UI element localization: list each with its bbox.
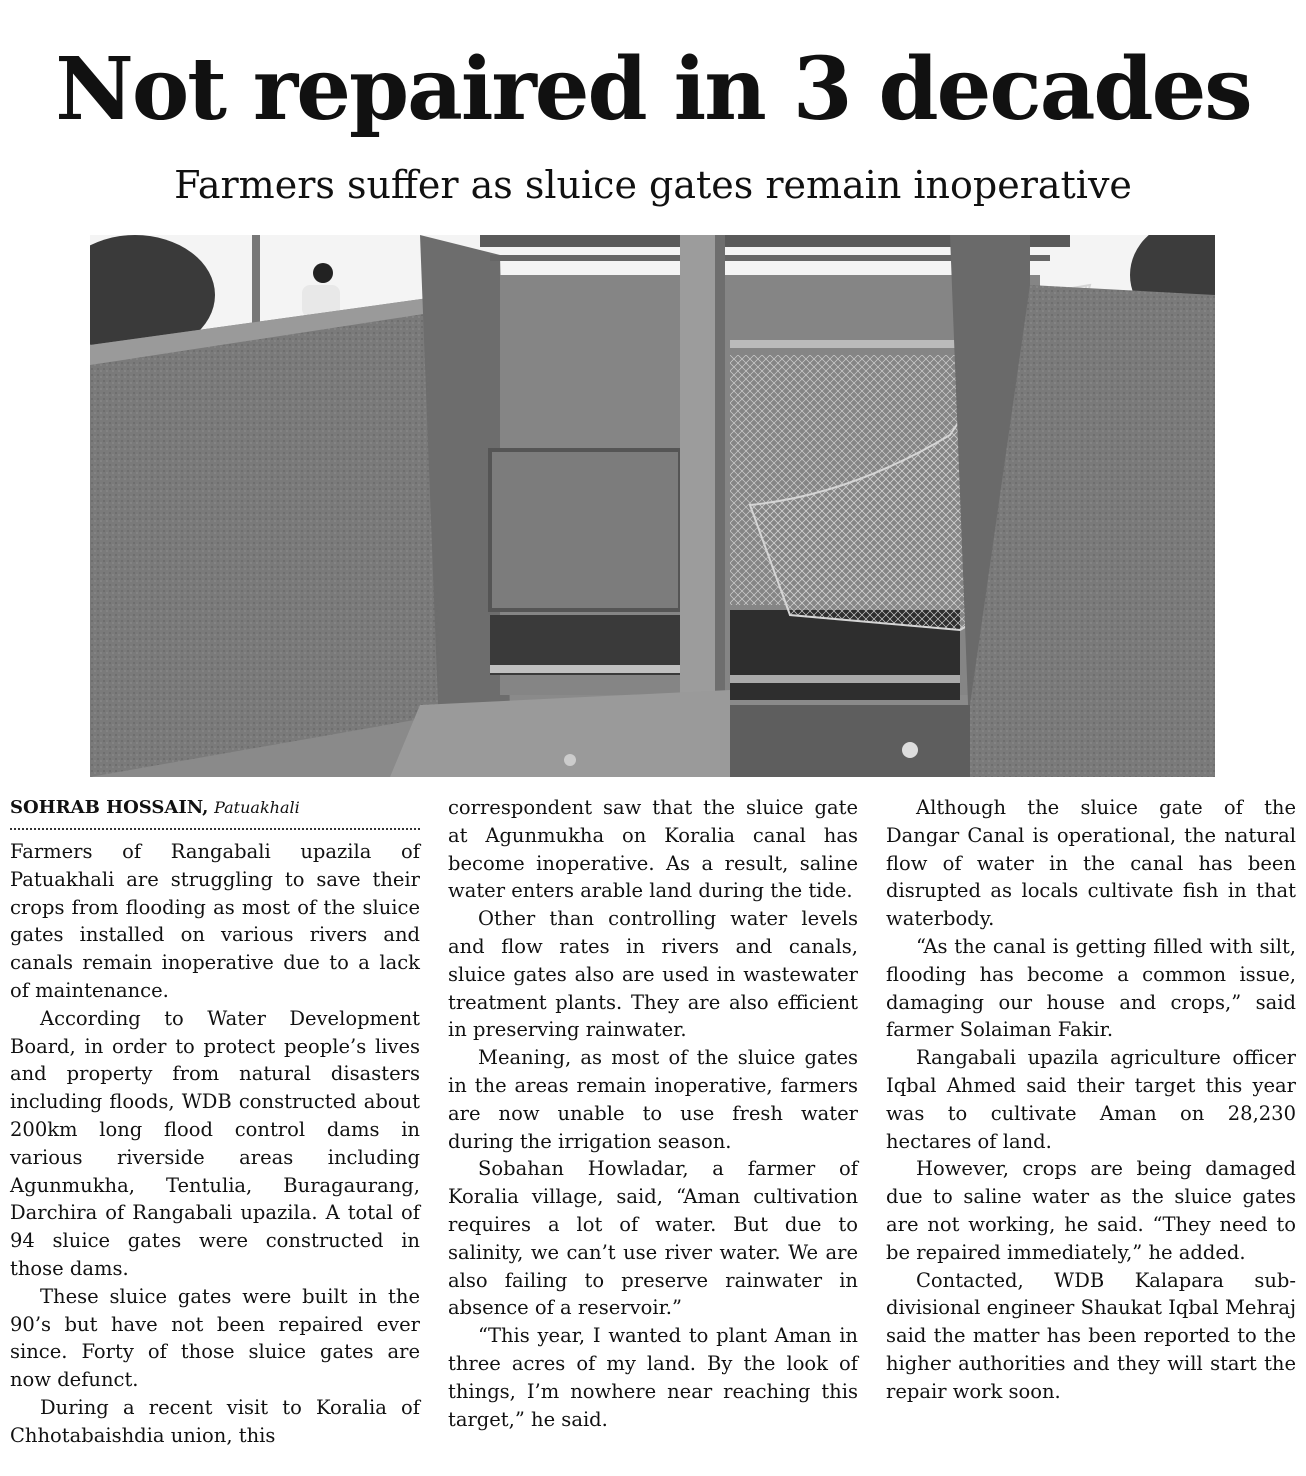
byline-name: SOHRAB HOSSAIN, <box>10 797 209 818</box>
paragraph: According to Water Development Board, in order to protect people’s lives and property from natural disasters including floods, WDB constructed about 200km long flood control dams in various riverside areas including Agunmukha, Tentulia, Buragaurang, Darchira of Rangabali upazila. A total of 94 sluice gates were constructed in those dams. <box>10 1006 420 1280</box>
paragraph: Other than controlling water levels and flow rates in rivers and canals, sluice gates also are used in wastewater treatment plants. They are also efficient in preserving rainwater. <box>448 907 858 1042</box>
article-column-1 <box>10 794 420 1450</box>
paragraph: correspondent saw that the sluice gate at Agunmukha on Koralia canal has become inoperative. As a result, saline water enters arable land during the tide. <box>448 796 858 903</box>
sluice-gate-photo <box>90 235 1215 777</box>
paragraph: “As the canal is getting filled with silt, flooding has become a common issue, damaging our house and crops,” said farmer Solaiman Fakir. <box>886 934 1296 1042</box>
article-column-2 <box>448 794 858 1433</box>
byline <box>10 794 420 830</box>
paragraph: However, crops are being damaged due to saline water as the sluice gates are not working, he said. “They need to be repaired immediately,” he added. <box>886 1157 1296 1264</box>
subheadline: Farmers suffer as sluice gates remain inoperative <box>174 163 1132 207</box>
headline: Not repaired in 3 decades <box>55 39 1251 140</box>
paragraph: Contacted, WDB Kalapara sub-divisional engineer Shaukat Iqbal Mehraj said the matter has been reported to the higher authorities and they will start the repair work soon. <box>886 1268 1296 1403</box>
paragraph: Meaning, as most of the sluice gates in the areas remain inoperative, farmers are now unable to use fresh water during the irrigation season. <box>448 1046 858 1153</box>
paragraph: Farmers of Rangabali upazila of Patuakhali are struggling to save their crops from flooding as most of the sluice gates installed on various rivers and canals remain inoperative due to a lack of maintenance. <box>10 840 420 1002</box>
byline-location: Patuakhali <box>214 798 300 817</box>
paragraph: Sobahan Howladar, a farmer of Koralia village, said, “Aman cultivation requires a lot of water. But due to salinity, we can’t use river water. We are also failing to preserve rainwater in absence of a reservoir.” <box>448 1157 858 1320</box>
paragraph: Rangabali upazila agriculture officer Iqbal Ahmed said their target this year was to cultivate Aman on 28,230 hectares of land. <box>886 1046 1296 1153</box>
paragraph: During a recent visit to Koralia of Chhotabaishdia union, this <box>10 1395 420 1447</box>
paragraph: Although the sluice gate of the Dangar Canal is operational, the natural flow of water in the canal has been disrupted as locals cultivate fish in that waterbody. <box>886 796 1296 931</box>
paragraph: These sluice gates were built in the 90’s but have not been repaired ever since. Forty of those sluice gates are now defunct. <box>10 1284 420 1392</box>
article-column-3 <box>886 794 1296 1406</box>
paragraph: “This year, I wanted to plant Aman in three acres of my land. By the look of things, I’m nowhere near reaching this target,” he said. <box>448 1324 858 1431</box>
